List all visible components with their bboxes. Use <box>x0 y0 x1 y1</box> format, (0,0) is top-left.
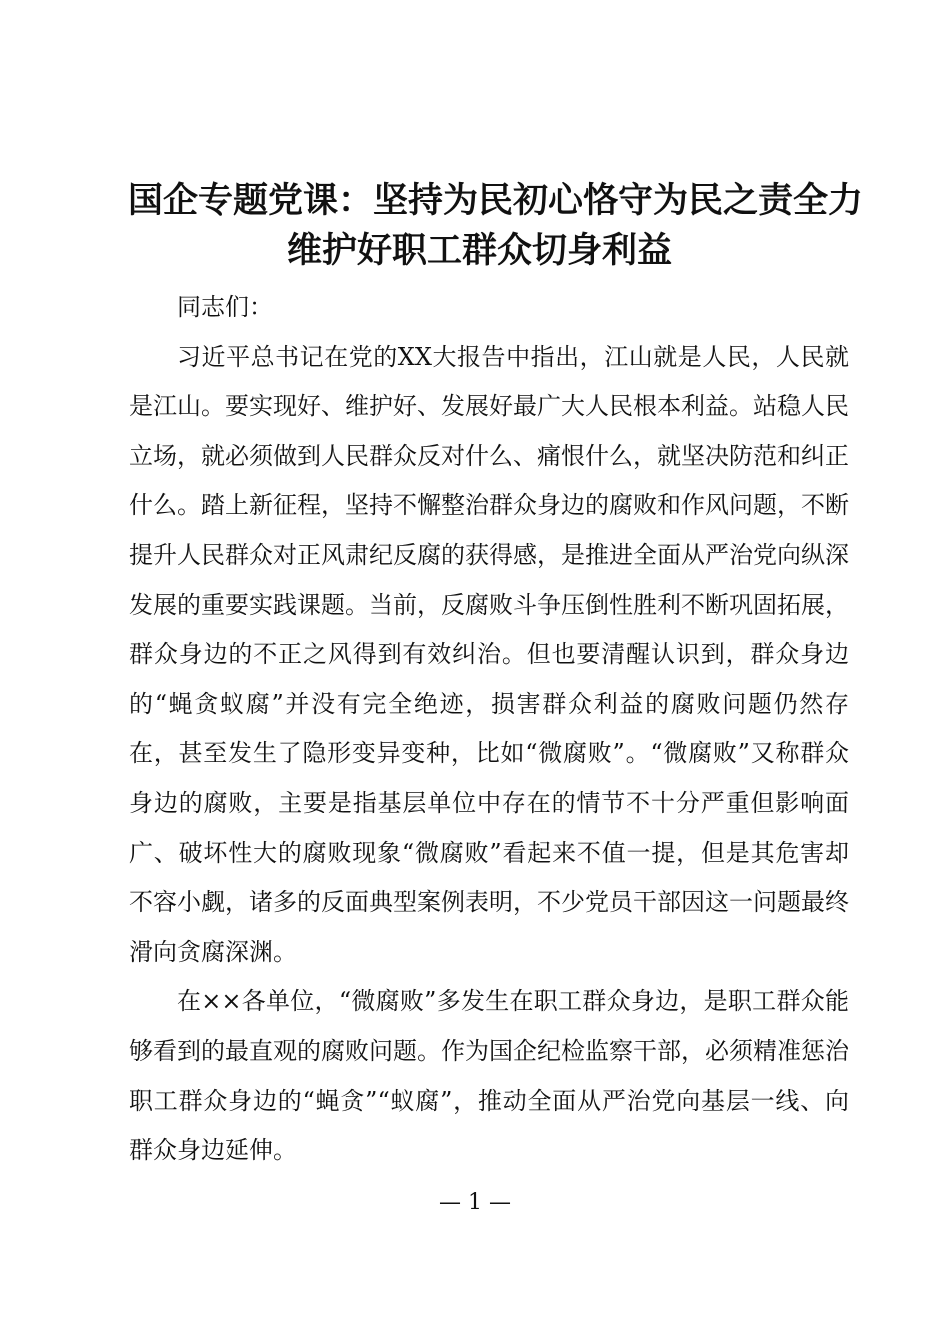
page-number: — 1 — <box>439 1190 511 1215</box>
greeting: 同志们： <box>177 293 273 321</box>
paragraph-1: 习近平总书记在党的XX大报告中指出，江山就是人民，人民就是江山。要实现好、维护好、发展好最广大人民根本利益。站稳人民立场，就必须做到人民群众反对什么、痛恨什么，就坚决防范和纠正什么。踏上新征程，坚持不懈整治群众身边的腐败和作风问题，不断提升人民群众对正风肃纪反腐的获得感，是推进全面从严治党向纵深发展的重要实践课题。当前，反腐败斗争压倒性胜利不断巩固拓展，群众身边的不正之风得到有效纠治。但也要清醒认识到，群众身边的“蝇贪蚁腐”并没有完全绝迹，损害群众利益的腐败问题仍然存在，甚至发生了隐形变异变种，比如“微腐败”。“微腐败”又称群众身边的腐败，主要是指基层单位中存在的情节不十分严重但影响面广、破坏性大的腐败现象“微腐败”看起来不值一提，但是其危害却不容小觑，诸多的反面典型案例表明，不少党员干部因这一问题最终滑向贪腐深渊。 <box>129 342 849 966</box>
title-line-2: 维护好职工群众切身利益 <box>287 230 673 271</box>
paragraph-2: 在××各单位，“微腐败”多发生在职工群众身边，是职工群众能够看到的最直观的腐败问题。作为国企纪检监察干部，必须精准惩治职工群众身边的“蝇贪”“蚁腐”，推动全面从严治党向基层一线、向群众身边延伸。 <box>129 987 849 1165</box>
document-title <box>100 176 880 276</box>
document-body <box>129 283 849 1176</box>
title-line-1: 国企专题党课：坚持为民初心恪守为民之责全力 <box>128 180 864 221</box>
